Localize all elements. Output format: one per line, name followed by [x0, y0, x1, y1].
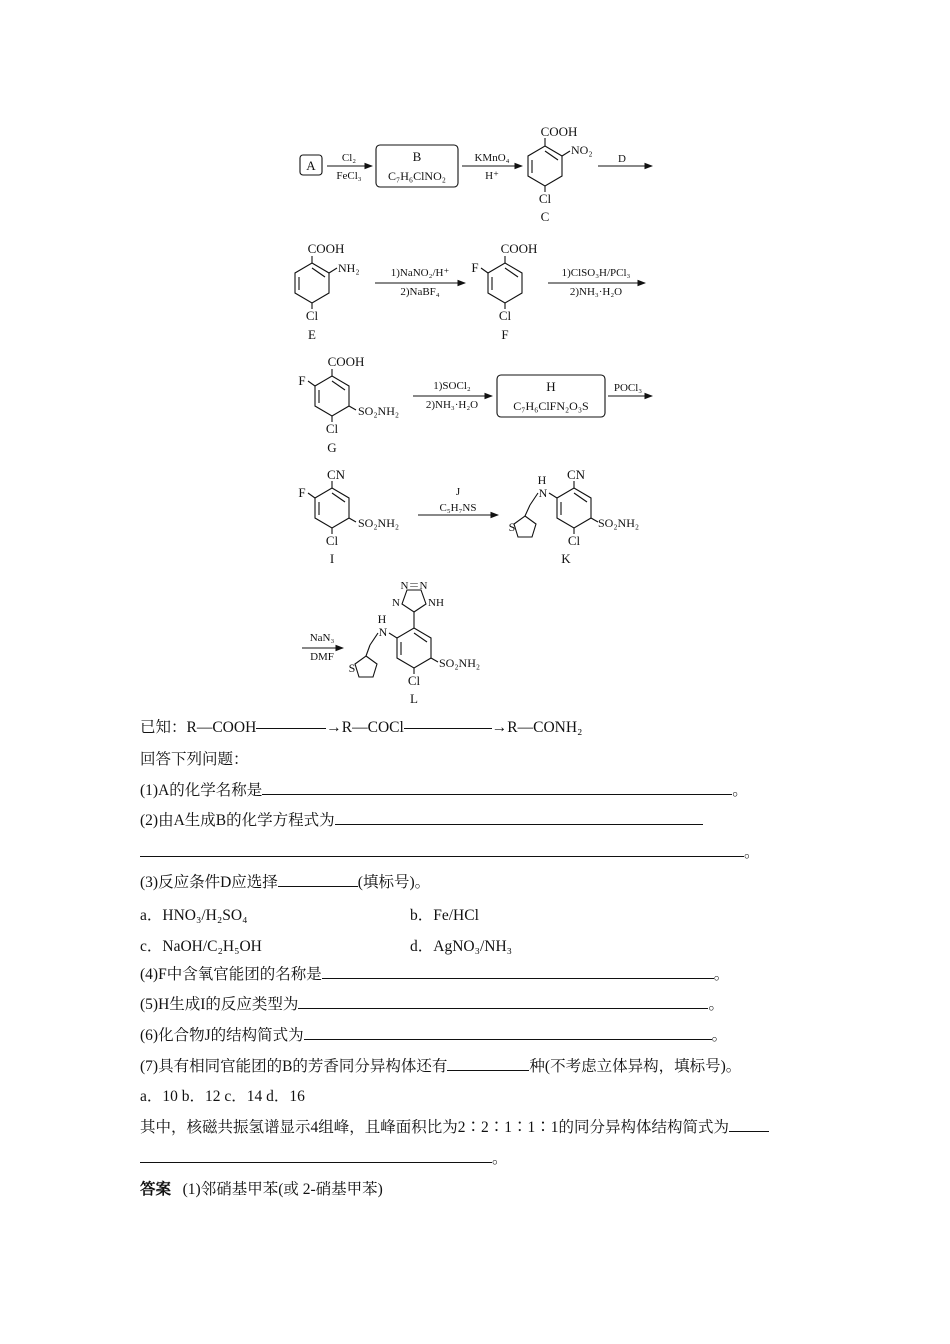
known-end: R—CONH₂ — [507, 719, 583, 736]
answer-blank-4[interactable] — [322, 964, 714, 979]
question-2 — [140, 810, 703, 831]
e-nh2: NH₂ — [338, 261, 360, 275]
i-so2nh2: SO₂NH₂ — [358, 516, 400, 530]
label-e: E — [308, 327, 316, 342]
question-2-cont — [140, 842, 760, 863]
cond-b-c-top: KMnO₄ — [474, 152, 510, 164]
cond-b-c-bottom: H⁺ — [485, 170, 499, 182]
ring-i — [315, 488, 349, 528]
ring-f — [488, 263, 522, 303]
known-mid: R—COCl — [341, 719, 404, 736]
k-cn: CN — [566, 467, 586, 482]
answer-blank-2a[interactable] — [335, 810, 703, 825]
period: 。 — [711, 1027, 728, 1044]
g-cooh: COOH — [327, 354, 365, 369]
cond-e-f-bottom: 2)NaBF₄ — [400, 286, 440, 298]
label-f: F — [501, 327, 509, 342]
known-prefix: 已知：R—COOH — [140, 719, 257, 736]
cond-a-b-bottom: FeCl₃ — [336, 170, 362, 182]
cond-f-g-top: 1)ClSO₃H/PCl₃ — [561, 267, 631, 279]
cond-c-e: D — [618, 153, 626, 165]
cond-f-g-bottom: 2)NH₃·H₂O — [569, 286, 623, 298]
l-tetrazole-top: N＝N — [400, 580, 428, 592]
period: 。 — [492, 1150, 508, 1167]
label-g: G — [327, 440, 337, 455]
question-7-text: (7)具有相同官能团的B的芳香同分异构体还有 — [140, 1058, 448, 1075]
l-h: H — [377, 612, 387, 626]
answer-blank-7[interactable] — [447, 1056, 529, 1071]
cond-i-k-bottom: C₅H₇NS — [439, 502, 477, 514]
i-cn: CN — [326, 467, 346, 482]
intro-text: 回答下列问题： — [140, 751, 249, 768]
label-l: L — [410, 691, 418, 706]
k-cl: Cl — [567, 533, 581, 548]
option-3a: a．HNO₃/H₂SO₄ — [140, 907, 248, 924]
question-7b — [140, 1117, 769, 1138]
f-cl: Cl — [498, 308, 512, 323]
question-3-tail: (填标号)。 — [357, 874, 431, 891]
question-1 — [140, 780, 748, 801]
question-6-text: (6)化合物J的结构简式为 — [140, 1027, 304, 1044]
question-6 — [140, 1025, 727, 1046]
l-tetrazole-n: N — [392, 597, 400, 609]
c-cl: Cl — [538, 191, 552, 206]
option-3c: c．NaOH/C₂H₅OH — [140, 938, 262, 955]
i-f: F — [298, 485, 306, 500]
l-so2nh2: SO₂NH₂ — [439, 656, 481, 670]
k-h: H — [537, 473, 547, 487]
question-4-text: (4)F中含氧官能团的名称是 — [140, 966, 322, 983]
answer-blank-7c[interactable] — [140, 1148, 492, 1163]
period: 。 — [732, 782, 748, 799]
f-cooh: COOH — [500, 241, 538, 256]
period: 。 — [708, 996, 724, 1013]
ring-c — [528, 146, 562, 186]
question-1-text: (1)A的化学名称是 — [140, 782, 263, 799]
option-3b: b．Fe/HCl — [410, 907, 479, 924]
c-no2: NO₂ — [571, 143, 593, 157]
formula-b: C₇H₆ClNO₂ — [388, 169, 446, 183]
e-cooh: COOH — [307, 241, 345, 256]
label-a: A — [306, 158, 316, 173]
formula-h: C₇H₆ClFN₂O₃S — [513, 399, 589, 413]
thiophene-l — [355, 656, 377, 677]
answer-blank-3[interactable] — [278, 872, 358, 887]
label-i: I — [329, 551, 335, 566]
f-f: F — [471, 260, 479, 275]
l-cl: Cl — [407, 673, 421, 688]
option-3d: d．AgNO₃/NH₃ — [410, 938, 513, 955]
g-cl: Cl — [325, 421, 339, 436]
i-cl: Cl — [325, 533, 339, 548]
l-tetrazole-nh: NH — [428, 597, 444, 609]
question-7b-text: 其中，核磁共振氢谱显示4组峰，且峰面积比为2∶2∶1∶1∶1的同分异构体结构简式为 — [140, 1119, 730, 1136]
question-7 — [140, 1056, 741, 1077]
ring-e — [295, 263, 329, 303]
question-4 — [140, 964, 729, 985]
e-cl: Cl — [305, 308, 319, 323]
k-n: N — [538, 486, 548, 500]
question-7-options: a．10 b．12 c．14 d．16 — [140, 1088, 305, 1105]
answer-label: 答案 — [140, 1181, 172, 1198]
answer-blank-5[interactable] — [298, 994, 708, 1009]
cond-i-k-top: J — [455, 486, 461, 498]
cond-g-h-bottom: 2)NH₃·H₂O — [425, 399, 479, 411]
ring-k — [557, 488, 591, 528]
label-k: K — [561, 551, 571, 566]
label-c: C — [540, 209, 550, 224]
tetrazole-ring — [402, 590, 426, 612]
k-s: S — [508, 520, 516, 534]
ring-g — [315, 376, 349, 416]
g-f: F — [298, 373, 306, 388]
cond-h-i: POCl₃ — [613, 382, 643, 394]
cond-a-b-top: Cl₂ — [341, 152, 357, 164]
answer-section — [140, 1180, 383, 1200]
l-n: N — [378, 625, 388, 639]
cond-k-l-bottom: DMF — [310, 651, 334, 663]
cond-k-l-top: NaN₃ — [309, 632, 335, 644]
question-5-text: (5)H生成I的反应类型为 — [140, 996, 299, 1013]
answer-blank-7b[interactable] — [729, 1117, 769, 1132]
answer-text: (1)邻硝基甲苯(或 2-硝基甲苯) — [182, 1181, 383, 1198]
l-s: S — [348, 661, 356, 675]
period: 。 — [744, 844, 760, 861]
answer-blank-2b[interactable] — [140, 842, 744, 857]
answer-blank-1[interactable] — [262, 780, 732, 795]
ring-l — [397, 628, 431, 668]
period: 。 — [713, 966, 730, 983]
cond-e-f-top: 1)NaNO₂/H⁺ — [390, 267, 450, 279]
question-3 — [140, 872, 430, 893]
c-cooh: COOH — [540, 124, 578, 139]
thiophene-k — [514, 516, 536, 537]
k-so2nh2: SO₂NH₂ — [598, 516, 640, 530]
cond-g-h-top: 1)SOCl₂ — [433, 380, 471, 392]
label-h: H — [546, 379, 556, 394]
question-7-tail: 种(不考虑立体异构，填标号)。 — [529, 1058, 742, 1075]
question-5 — [140, 994, 724, 1015]
answer-blank-6[interactable] — [304, 1025, 712, 1040]
g-so2nh2: SO₂NH₂ — [358, 404, 400, 418]
label-b: B — [412, 149, 422, 164]
known-reaction: 已知：R—COOH →R—COCl →R—CONH₂ — [140, 719, 583, 736]
question-2-text: (2)由A生成B的化学方程式为 — [140, 812, 335, 829]
question-7b-cont — [140, 1148, 508, 1169]
question-3-text: (3)反应条件D应选择 — [140, 874, 278, 891]
